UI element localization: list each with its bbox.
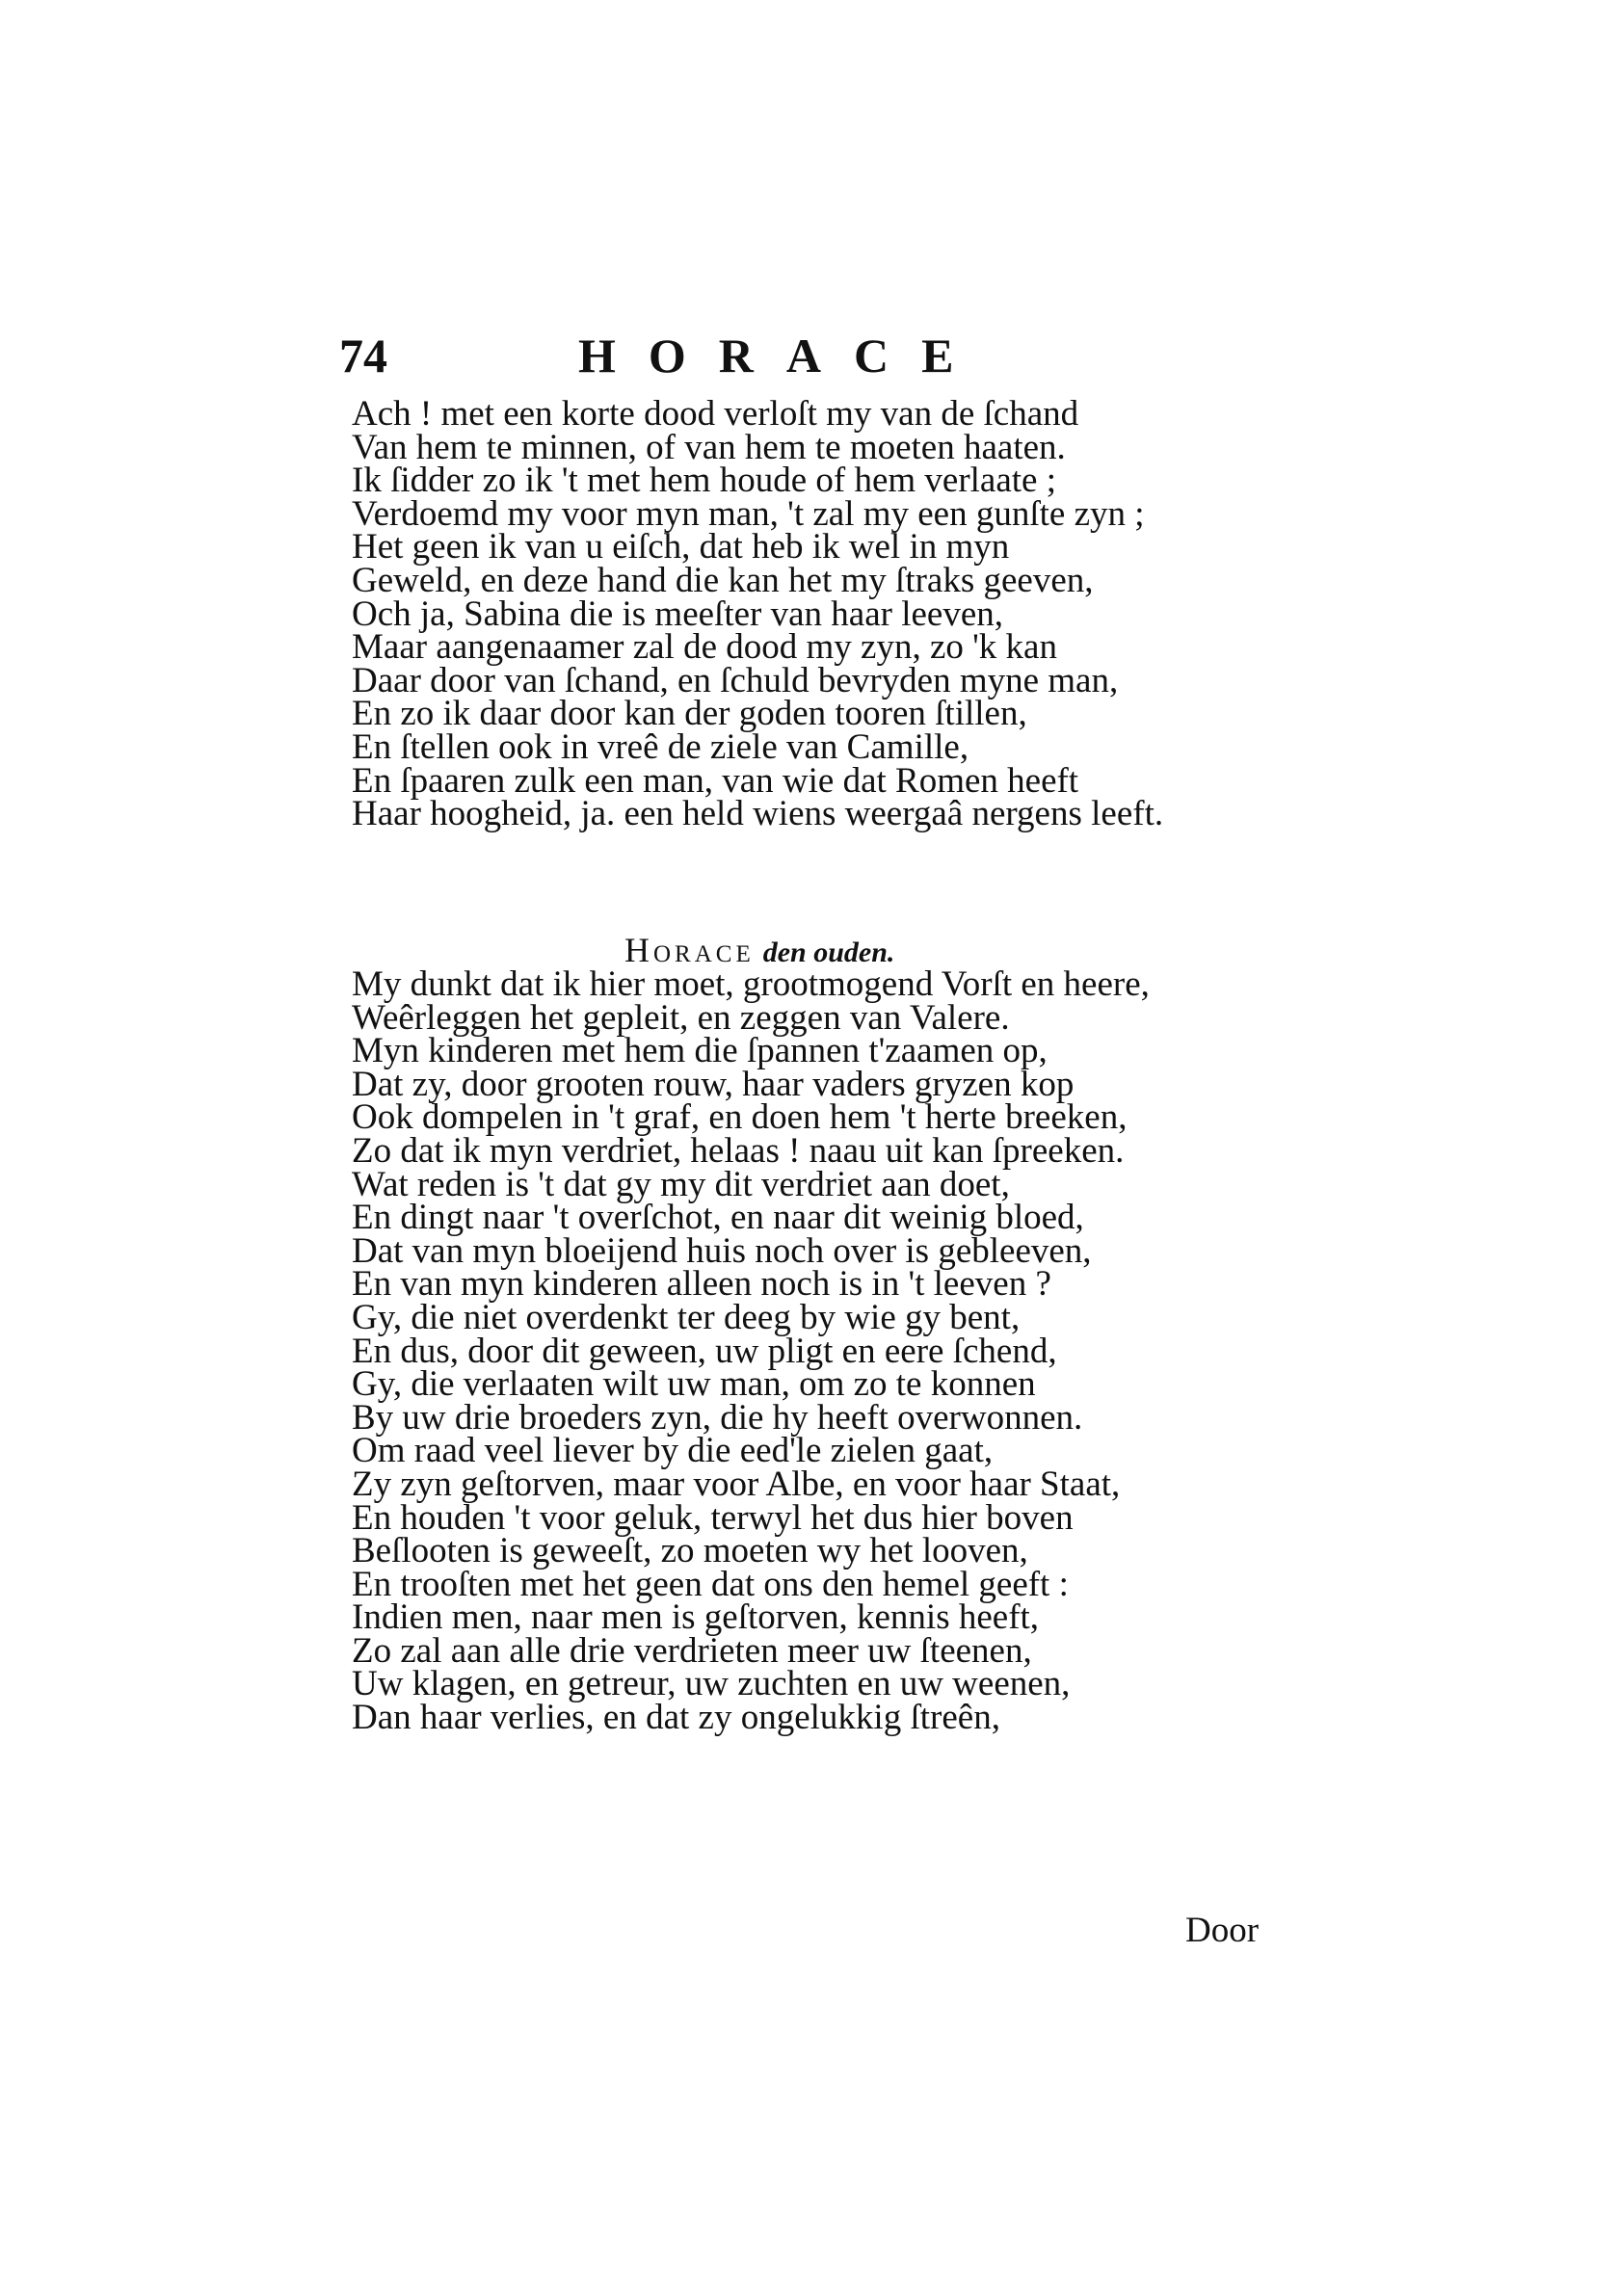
verse-line: Zy zyn geſtorven, maar voor Albe, en voor haar Staat, — [352, 1464, 1121, 1504]
verse-line: Het geen ik van u eiſch, dat heb ik wel in myn — [352, 527, 1010, 567]
page-header — [339, 328, 1264, 395]
verse-line: By uw drie broeders zyn, die hy heeft overwonnen. — [352, 1397, 1083, 1438]
verse-line: Weêrleggen het gepleit, en zeggen van Valere. — [352, 997, 1010, 1038]
verse-line: Myn kinderen met hem die ſpannen t'zaamen op, — [352, 1031, 1048, 1071]
verse-line: Geweld, en deze hand die kan het my ſtraks geeven, — [352, 560, 1094, 600]
verse-line: En ſpaaren zulk een man, van wie dat Romen heeft — [352, 760, 1079, 801]
verse-line: Wat reden is 't dat gy my dit verdriet aan doet, — [352, 1164, 1010, 1204]
running-head: HORACE — [578, 329, 987, 383]
verse-line: Dan haar verlies, en dat zy ongelukkig ſtreên, — [352, 1698, 1000, 1738]
verse-line: Gy, die verlaaten wilt uw man, om zo te konnen — [352, 1364, 1036, 1405]
verse-line: Ook dompelen in 't graf, en doen hem 't herte breeken, — [352, 1097, 1128, 1138]
verse-line: En ſtellen ook in vreê de ziele van Camille, — [352, 726, 969, 767]
catchword: Door — [1185, 1911, 1260, 1950]
verse-line: En dingt naar 't overſchot, en naar dit weinig bloed, — [352, 1198, 1084, 1238]
verse-line: Gy, die niet overdenkt ter deeg by wie gy bent, — [352, 1297, 1021, 1337]
verse-line: Om raad veel liever by die eed'le zielen gaat, — [352, 1431, 994, 1471]
verse-line: Zo dat ik myn verdriet, helaas ! naau uit kan ſpreeken. — [352, 1130, 1125, 1171]
verse-line: My dunkt dat ik hier moet, grootmogend Vorſt en heere, — [352, 964, 1150, 1004]
verse-line: En van myn kinderen alleen noch is in 't leeven ? — [352, 1264, 1051, 1305]
verse-line: En houden 't voor geluk, terwyl het dus hier boven — [352, 1497, 1074, 1538]
verse-line: Uw klagen, en getreur, uw zuchten en uw weenen, — [352, 1664, 1071, 1704]
verse-line: Van hem te minnen, of van hem te moeten haaten. — [352, 427, 1066, 467]
verse-line: Dat van myn bloeijend huis noch over is gebleeven, — [352, 1230, 1092, 1271]
verse-line: Indien men, naar men is geſtorven, kennis heeft, — [352, 1597, 1040, 1638]
page-number: 74 — [339, 329, 387, 383]
verse-line: En dus, door dit geween, uw pligt en eere ſchend, — [352, 1331, 1057, 1371]
verse-line: En zo ik daar door kan der goden tooren ſtillen, — [352, 694, 1027, 734]
verse-passage-1 — [352, 394, 1296, 834]
verse-line: Beſlooten is geweeſt, zo moeten wy het looven, — [352, 1531, 1028, 1571]
verse-line: Daar door van ſchand, en ſchuld bevryden myne man, — [352, 660, 1119, 700]
verse-line: En trooſten met het geen dat ons den hemel geeft : — [352, 1564, 1069, 1604]
verse-line: Och ja, Sabina die is meeſter van haar leeven, — [352, 594, 1003, 634]
verse-line: Ik ſidder zo ik 't met hem houde of hem verlaate ; — [352, 461, 1057, 501]
speaker-description: den ouden. — [762, 937, 895, 968]
verse-line: Maar aangenaamer zal de dood my zyn, zo 'k kan — [352, 627, 1057, 668]
verse-line: Ach ! met een korte dood verloſt my van de ſchand — [352, 394, 1079, 434]
verse-line: Haar hoogheid, ja. een held wiens weergaâ nergens leeft. — [352, 794, 1164, 834]
verse-line: Dat zy, door grooten rouw, haar vaders gryzen kop — [352, 1064, 1075, 1104]
verse-line: Zo zal aan alle drie verdrieten meer uw ſteenen, — [352, 1630, 1032, 1671]
verse-line: Verdoemd my voor myn man, 't zal my een gunſte zyn ; — [352, 493, 1145, 534]
verse-passage-2 — [352, 964, 1296, 1738]
speaker-name: Horace — [624, 931, 755, 969]
